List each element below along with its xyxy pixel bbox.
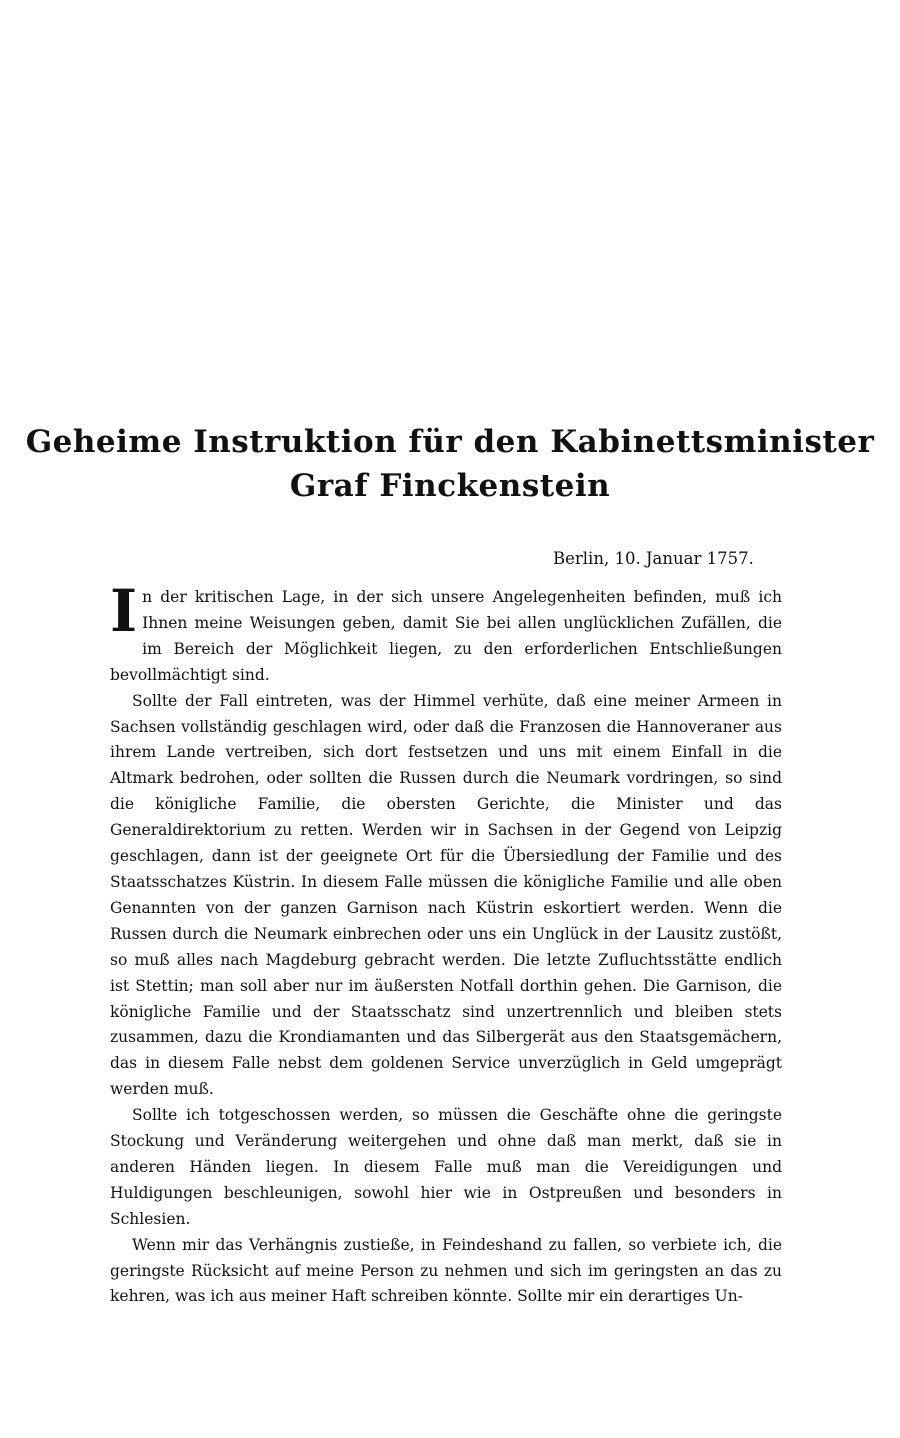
drop-cap: I [110, 577, 138, 645]
paragraph-3: Sollte ich totgeschossen werden, so müssen die Geschäfte ohne die geringste Stockung und Veränderung weitergehen und ohne daß man merkt, daß sie in anderen Händen liegen. In diesem Falle muß man die Vereidigungen und Huldigungen beschleunigen, sowohl hier wie in Ostpreußen und besonders in Schlesien. [110, 1106, 782, 1228]
title-line-1: Geheime Instruktion für den Kabinettsminister [25, 424, 875, 460]
paragraph-1 [110, 577, 782, 689]
paragraph-2: Sollte der Fall eintreten, was der Himmel verhüte, daß eine meiner Armeen in Sachsen vollständig geschlagen wird, oder daß die Franzosen die Hannoveraner aus ihrem Lande vertreiben, sich dort festsetzen und uns mit einem Einfall in die Altmark bedrohen, oder sollten die Russen durch die Neumark vordringen, so sind die königliche Familie, die obersten Gerichte, die Minister und das Generaldirektorium zu retten. Werden wir in Sachsen in der Gegend von Leipzig geschlagen, dann ist der geeignete Ort für die Übersiedlung der Familie und des Staatsschatzes Küstrin. In diesem Falle müssen die königliche Familie und alle oben Genannten von der ganzen Garnison nach Küstrin eskortiert werden. Wenn die Russen durch die Neumark einbrechen oder uns ein Unglück in der Lausitz zustößt, so muß alles nach Magdeburg gebracht werden. Die letzte Zufluchtsstätte endlich ist Stettin; man soll aber nur im äußersten Notfall dorthin gehen. Die Garnison, die königliche Familie und der Staatsschatz sind unzertrennlich und bleiben stets zusammen, dazu die Krondiamanten und das Silbergerät aus den Staatsgemächern, das in diesem Falle nebst dem goldenen Service unverzüglich in Geld umgeprägt werden muß. [110, 691, 782, 1099]
dateline: Berlin, 10. Januar 1757. [553, 549, 754, 568]
paragraph-1-text: n der kritischen Lage, in der sich unsere Angelegenheiten befinden, muß ich Ihnen meine Weisungen geben, damit Sie bei allen unglücklichen Zufällen, die im Bereich der Möglichkeit liegen, zu den erforderlichen Entschließungen bevollmächtigt sind. [110, 588, 782, 684]
title-line-2: Graf Finckenstein [289, 468, 611, 504]
paragraph-4: Wenn mir das Verhängnis zustieße, in Feindeshand zu fallen, so verbiete ich, die geringste Rücksicht auf meine Person zu nehmen und sich im geringsten an das zu kehren, was ich aus meiner Haft schreiben könnte. Sollte mir ein derartiges Un- [110, 1235, 782, 1306]
body-text [110, 577, 782, 1310]
